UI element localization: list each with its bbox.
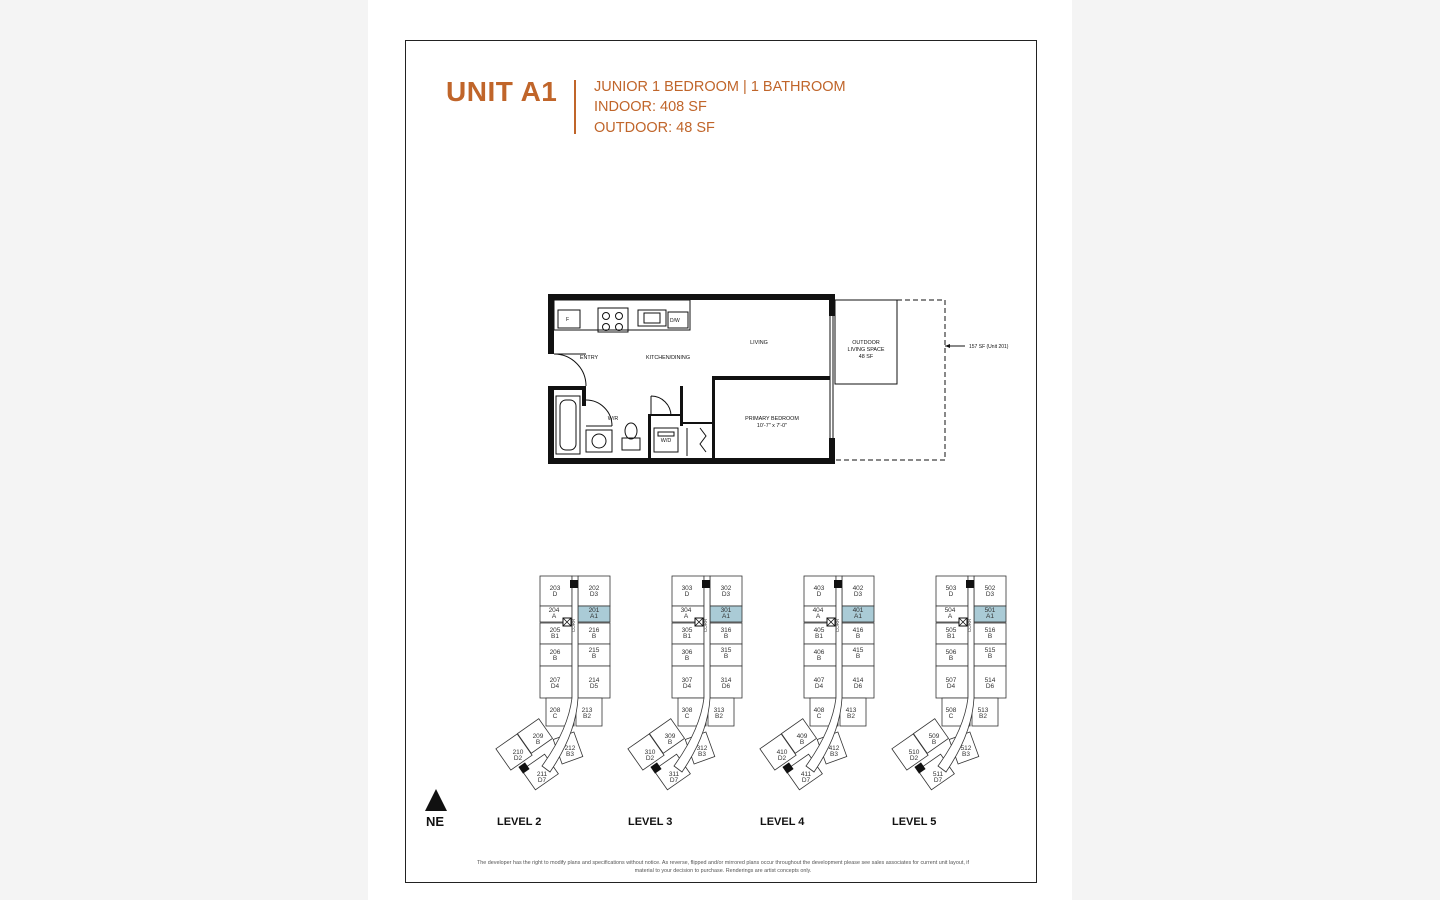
outdoor-label-1: OUTDOOR bbox=[852, 340, 880, 346]
key-unit-number: 313 bbox=[713, 707, 725, 714]
key-plans bbox=[490, 566, 1020, 806]
key-unit-number: 204 bbox=[548, 607, 560, 614]
key-unit-number: 505 bbox=[945, 627, 957, 634]
key-unit-type: B2 bbox=[583, 713, 591, 720]
key-unit-type: A1 bbox=[722, 613, 730, 620]
key-unit-type: D7 bbox=[537, 777, 547, 784]
key-unit-number: 405 bbox=[813, 627, 825, 634]
unit-title: UNIT A1 bbox=[446, 76, 558, 107]
key-unit-number: 301 bbox=[720, 607, 732, 614]
key-unit-number: 507 bbox=[945, 677, 957, 684]
terrace-note: 157 SF (Unit 201) bbox=[969, 344, 1009, 350]
outdoor-label-3: 48 SF bbox=[858, 354, 874, 360]
key-unit-type: D2 bbox=[513, 755, 523, 762]
key-unit-type: B bbox=[855, 653, 861, 660]
key-unit-number: 308 bbox=[681, 707, 693, 714]
key-unit-number: 411 bbox=[800, 771, 812, 778]
key-unit-number: 310 bbox=[644, 749, 656, 756]
key-unit-number: 415 bbox=[852, 647, 864, 654]
key-unit-type: B bbox=[591, 653, 597, 660]
floor-plan bbox=[540, 288, 1040, 478]
key-unit-type: B bbox=[723, 653, 729, 660]
key-unit-type: B3 bbox=[962, 751, 970, 758]
washer-dryer-label: W/D bbox=[660, 438, 672, 444]
key-unit-type: A1 bbox=[854, 613, 862, 620]
unit-type: JUNIOR 1 BEDROOM | 1 BATHROOM bbox=[594, 79, 846, 95]
key-unit-type: D4 bbox=[550, 683, 560, 690]
key-unit-number: 401 bbox=[852, 607, 864, 614]
key-unit-type: B bbox=[855, 633, 861, 640]
terrace-arrow bbox=[945, 344, 950, 348]
key-unit-type: D bbox=[684, 591, 690, 598]
key-unit-type: B bbox=[948, 655, 954, 662]
level-5-label: LEVEL 5 bbox=[892, 816, 937, 828]
bathroom-fixtures bbox=[556, 396, 640, 454]
key-unit-type: B bbox=[684, 655, 690, 662]
key-stair bbox=[966, 580, 974, 588]
key-unit-type: D2 bbox=[909, 755, 919, 762]
key-unit-number: 312 bbox=[696, 745, 708, 752]
key-plan-level bbox=[496, 576, 610, 790]
key-unit-number: 207 bbox=[549, 677, 561, 684]
key-unit-type: B1 bbox=[947, 633, 955, 640]
key-unit-number: 508 bbox=[945, 707, 957, 714]
key-unit-type: C bbox=[948, 713, 954, 720]
key-unit-number: 314 bbox=[720, 677, 732, 684]
key-unit-type: B1 bbox=[551, 633, 559, 640]
key-unit-number: 311 bbox=[668, 771, 680, 778]
key-unit-number: 404 bbox=[812, 607, 824, 614]
key-unit-type: A bbox=[815, 613, 821, 620]
key-unit-number: 403 bbox=[813, 585, 825, 592]
key-unit-number: 416 bbox=[852, 627, 864, 634]
key-corridor-label: CORR bbox=[967, 618, 972, 632]
key-unit-number: 509 bbox=[928, 733, 940, 740]
outdoor-label-2: LIVING SPACE bbox=[847, 347, 885, 353]
key-unit-type: B bbox=[552, 655, 558, 662]
key-unit-type: B bbox=[591, 633, 597, 640]
north-label: NE bbox=[426, 814, 445, 829]
kitchen-counter bbox=[554, 300, 690, 332]
key-unit-number: 206 bbox=[549, 649, 561, 656]
key-unit-number: 211 bbox=[536, 771, 548, 778]
terrace-outline bbox=[835, 300, 945, 460]
key-unit-type: B2 bbox=[847, 713, 855, 720]
key-unit-number: 213 bbox=[581, 707, 593, 714]
key-unit-type: B bbox=[799, 739, 805, 746]
key-unit-type: D3 bbox=[985, 591, 995, 598]
key-unit-number: 402 bbox=[852, 585, 864, 592]
north-arrow-icon bbox=[424, 788, 448, 812]
key-unit-type: D bbox=[816, 591, 822, 598]
key-unit-number: 216 bbox=[588, 627, 600, 634]
key-unit-number: 413 bbox=[845, 707, 857, 714]
key-unit-type: C bbox=[552, 713, 558, 720]
key-unit-number: 408 bbox=[813, 707, 825, 714]
key-unit-number: 516 bbox=[984, 627, 996, 634]
key-unit-number: 215 bbox=[588, 647, 600, 654]
key-unit-type: D6 bbox=[853, 683, 863, 690]
key-unit-number: 306 bbox=[681, 649, 693, 656]
key-unit-number: 502 bbox=[984, 585, 996, 592]
key-plan-level bbox=[628, 576, 742, 790]
key-unit-type: A bbox=[947, 613, 953, 620]
key-unit-type: A1 bbox=[590, 613, 598, 620]
key-unit-number: 208 bbox=[549, 707, 561, 714]
walkin-label: W/R bbox=[607, 416, 619, 422]
key-unit-number: 212 bbox=[564, 745, 576, 752]
dishwasher-label: D/W bbox=[670, 318, 680, 324]
level-2-label: LEVEL 2 bbox=[497, 816, 542, 828]
key-unit-number: 506 bbox=[945, 649, 957, 656]
key-stair bbox=[702, 580, 710, 588]
key-stair bbox=[834, 580, 842, 588]
key-unit-type: B bbox=[931, 739, 937, 746]
key-unit-number: 513 bbox=[977, 707, 989, 714]
key-unit-type: B3 bbox=[830, 751, 838, 758]
key-unit-type: D7 bbox=[933, 777, 943, 784]
level-4-label: LEVEL 4 bbox=[760, 816, 805, 828]
key-unit-number: 515 bbox=[984, 647, 996, 654]
key-unit-type: D4 bbox=[682, 683, 692, 690]
key-corridor-label: CORR bbox=[703, 618, 708, 632]
key-unit-number: 407 bbox=[813, 677, 825, 684]
key-unit-type: B bbox=[723, 633, 729, 640]
key-unit-number: 316 bbox=[720, 627, 732, 634]
key-unit-type: B3 bbox=[698, 751, 706, 758]
key-unit-number: 302 bbox=[720, 585, 732, 592]
closet-doors bbox=[687, 428, 706, 456]
key-unit-number: 414 bbox=[852, 677, 864, 684]
outdoor-area: OUTDOOR: 48 SF bbox=[594, 120, 715, 136]
key-unit-type: D bbox=[552, 591, 558, 598]
key-unit-number: 303 bbox=[681, 585, 693, 592]
key-corridor-label: CORR bbox=[571, 618, 576, 632]
key-unit-number: 409 bbox=[796, 733, 808, 740]
key-unit-number: 309 bbox=[664, 733, 676, 740]
bath-door bbox=[586, 400, 612, 426]
key-unit-number: 406 bbox=[813, 649, 825, 656]
key-unit-type: D6 bbox=[721, 683, 731, 690]
fridge-label: F bbox=[566, 317, 570, 323]
key-unit-number: 202 bbox=[588, 585, 600, 592]
bedroom-dimensions: 10'-7" x 7'-0" bbox=[756, 423, 788, 429]
key-unit-type: D4 bbox=[946, 683, 956, 690]
key-stair bbox=[570, 580, 578, 588]
key-unit-type: B bbox=[667, 739, 673, 746]
key-unit-type: B1 bbox=[683, 633, 691, 640]
key-unit-number: 305 bbox=[681, 627, 693, 634]
key-unit-number: 514 bbox=[984, 677, 996, 684]
key-unit-type: D3 bbox=[589, 591, 599, 598]
window-glazing bbox=[830, 316, 833, 438]
level-3-label: LEVEL 3 bbox=[628, 816, 673, 828]
disclaimer: The developer has the right to modify plans and specifications without notice. As reverse, flipped and/or mirrored plans occur throughout the development please see sales associates for current unit layout, if material to your decision to purchase. Renderings are artist concepts only. bbox=[476, 860, 970, 874]
key-plan-level bbox=[760, 576, 874, 790]
key-unit-number: 201 bbox=[588, 607, 600, 614]
key-unit-type: D5 bbox=[589, 683, 599, 690]
indoor-area: INDOOR: 408 SF bbox=[594, 99, 707, 115]
entry-label: ENTRY bbox=[579, 355, 599, 361]
key-unit-type: D3 bbox=[853, 591, 863, 598]
key-unit-type: D3 bbox=[721, 591, 731, 598]
key-unit-number: 304 bbox=[680, 607, 692, 614]
key-unit-number: 412 bbox=[828, 745, 840, 752]
key-plan-level bbox=[892, 576, 1006, 790]
key-unit-type: D7 bbox=[801, 777, 811, 784]
key-unit-type: A bbox=[551, 613, 557, 620]
title-divider bbox=[574, 80, 576, 134]
key-unit-number: 315 bbox=[720, 647, 732, 654]
key-unit-type: D2 bbox=[645, 755, 655, 762]
key-corridor-label: CORR bbox=[835, 618, 840, 632]
key-unit-type: B2 bbox=[979, 713, 987, 720]
key-unit-type: D7 bbox=[669, 777, 679, 784]
key-unit-number: 503 bbox=[945, 585, 957, 592]
key-unit-type: B bbox=[535, 739, 541, 746]
key-unit-type: B bbox=[987, 633, 993, 640]
key-unit-type: B1 bbox=[815, 633, 823, 640]
key-unit-type: B2 bbox=[715, 713, 723, 720]
key-unit-type: A1 bbox=[986, 613, 994, 620]
key-unit-number: 307 bbox=[681, 677, 693, 684]
key-unit-number: 504 bbox=[944, 607, 956, 614]
kitchen-label: KITCHEN/DINING bbox=[645, 355, 691, 361]
key-unit-type: B3 bbox=[566, 751, 574, 758]
key-unit-number: 214 bbox=[588, 677, 600, 684]
laundry-door bbox=[651, 396, 671, 416]
key-unit-type: C bbox=[816, 713, 822, 720]
bedroom-label: PRIMARY BEDROOM bbox=[745, 416, 799, 422]
key-unit-number: 510 bbox=[908, 749, 920, 756]
key-unit-number: 511 bbox=[932, 771, 944, 778]
key-unit-type: D bbox=[948, 591, 954, 598]
key-unit-number: 205 bbox=[549, 627, 561, 634]
living-label: LIVING bbox=[750, 340, 768, 346]
key-unit-number: 512 bbox=[960, 745, 972, 752]
key-unit-type: D6 bbox=[985, 683, 995, 690]
key-unit-type: B bbox=[987, 653, 993, 660]
key-unit-type: C bbox=[684, 713, 690, 720]
key-unit-type: A bbox=[683, 613, 689, 620]
key-unit-type: D4 bbox=[814, 683, 824, 690]
key-unit-type: D2 bbox=[777, 755, 787, 762]
key-unit-number: 501 bbox=[984, 607, 996, 614]
key-unit-number: 209 bbox=[532, 733, 544, 740]
key-unit-number: 203 bbox=[549, 585, 561, 592]
key-unit-type: B bbox=[816, 655, 822, 662]
key-unit-number: 210 bbox=[512, 749, 524, 756]
key-unit-number: 410 bbox=[776, 749, 788, 756]
